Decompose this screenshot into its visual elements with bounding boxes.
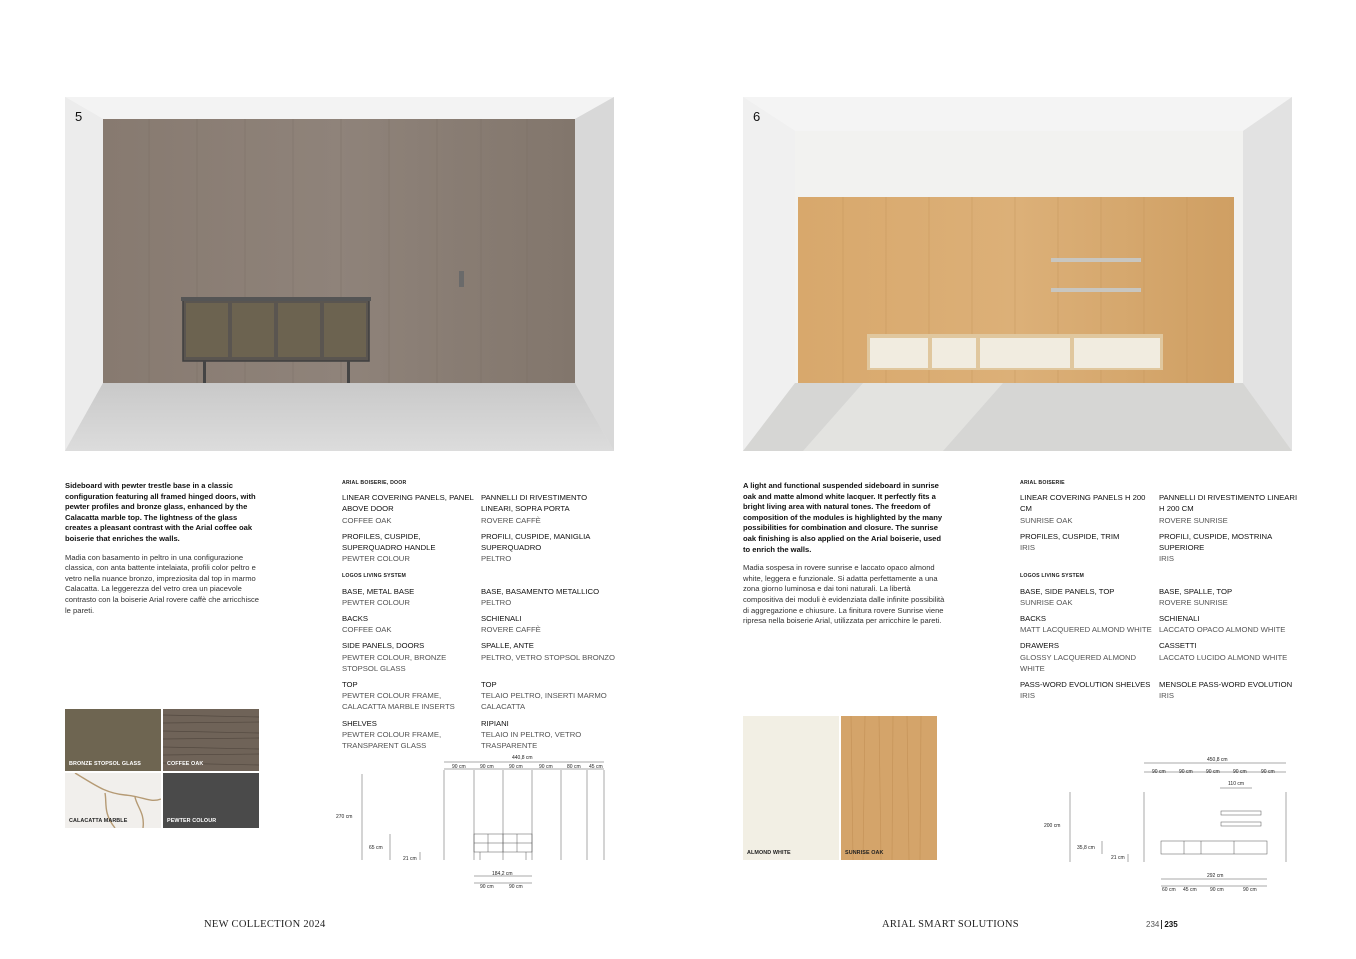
dim-sideboard-module: 45 cm [1183, 887, 1197, 893]
dim-height: 200 cm [1044, 823, 1061, 829]
page-numbers [1146, 920, 1178, 929]
spec-value: PELTRO [481, 554, 512, 564]
dim-sideboard-module: 90 cm [509, 884, 523, 890]
dim-total-width: 440,8 cm [512, 755, 533, 761]
dim-sideboard-module: 90 cm [1210, 887, 1224, 893]
spec-label: PROFILES, CUSPIDE, SUPERQUADRO HANDLE [342, 531, 436, 553]
dim-sideboard-module: 90 cm [480, 884, 494, 890]
dim-total-width: 450,8 cm [1207, 757, 1228, 763]
swatch-pewter [163, 773, 259, 828]
dim-sideboard-width: 292 cm [1207, 873, 1224, 879]
spec-label: LINEAR COVERING PANELS, PANEL ABOVE DOOR [342, 493, 474, 514]
description-en: Sideboard with pewter trestle base in a classic configuration featuring all framed hinged doors, with pewter profiles and bronze glass, enhanced by the Calacatta marble top. The lightness of the glass creates a pleasant contrast with the Arial coffee oak boiserie that enriches the walls. [65, 481, 256, 543]
dim-module: 80 cm [567, 764, 581, 770]
left-room-render [65, 97, 614, 451]
right-dimension-drawing [1040, 754, 1300, 898]
dim-shelf-width: 110 cm [1228, 781, 1245, 787]
spec-value: ROVERE CAFFÈ [481, 625, 541, 635]
spec-section-title: LOGOS LIVING SYSTEM [342, 573, 407, 580]
dim-module: 45 cm [589, 764, 603, 770]
spec-label: BACKS [1020, 614, 1047, 624]
swatch-label: COFFEE OAK [167, 761, 204, 767]
spec-label: BASE, SIDE PANELS, TOP [1020, 586, 1115, 596]
spec-value: PEWTER COLOUR, BRONZE STOPSOL GLASS [342, 652, 447, 673]
spec-label: MENSOLE PASS-WORD EVOLUTION [1159, 680, 1293, 690]
spec-label: PROFILI, CUSPIDE, MANIGLIA SUPERQUADRO [481, 531, 590, 553]
right-description [743, 481, 948, 627]
spec-value: PEWTER COLOUR [342, 554, 410, 564]
spec-value: IRIS [1159, 691, 1174, 701]
right-footer-title: ARIAL SMART SOLUTIONS [882, 919, 1019, 930]
swatch-bronze-glass [65, 709, 161, 771]
spec-section-title: ARIAL BOISERIE, DOOR [342, 480, 407, 486]
spec-label: RIPIANI [481, 718, 509, 728]
dim-module: 90 cm [1206, 769, 1220, 775]
spec-label: PROFILES, CUSPIDE, TRIM [1020, 531, 1120, 541]
swatch-sunrise-oak [841, 716, 937, 860]
dim-module: 90 cm [1152, 769, 1166, 775]
image-number: 5 [75, 109, 83, 124]
spec-value: PEWTER COLOUR FRAME, TRANSPARENT GLASS [342, 729, 442, 751]
spec-label: BASE, SPALLE, TOP [1159, 586, 1233, 596]
spec-value: SUNRISE OAK [1020, 597, 1073, 607]
spec-value: TELAIO PELTRO, INSERTI MARMO CALACATTA [481, 691, 607, 712]
spec-value: LACCATO LUCIDO ALMOND WHITE [1159, 652, 1288, 662]
dim-module: 90 cm [452, 764, 466, 770]
spec-value: SUNRISE OAK [1020, 515, 1073, 525]
dim-base-height: 21 cm [1111, 855, 1125, 861]
right-room-render [743, 97, 1292, 451]
dim-sideboard-height: 65 cm [369, 845, 383, 851]
spec-value: ROVERE SUNRISE [1159, 597, 1228, 607]
spec-value: PEWTER COLOUR [342, 597, 410, 607]
dim-sideboard-module: 60 cm [1162, 887, 1176, 893]
spec-label: SHELVES [342, 718, 377, 728]
spec-label: PROFILI, CUSPIDE, MOSTRINA SUPERIORE [1159, 531, 1272, 553]
page-number-right: 235 [1164, 920, 1178, 929]
spec-label: SCHIENALI [481, 614, 522, 624]
page-number-divider [1161, 920, 1162, 929]
dim-module: 90 cm [1261, 769, 1275, 775]
swatch-label: ALMOND WHITE [747, 850, 791, 856]
spec-value: GLOSSY LACQUERED ALMOND WHITE [1020, 652, 1137, 673]
dim-module: 90 cm [539, 764, 553, 770]
spec-label: PANNELLI DI RIVESTIMENTO LINEARI H 200 CM [1159, 493, 1298, 514]
dim-sideboard-module: 90 cm [1243, 887, 1257, 893]
spec-label: SCHIENALI [1159, 614, 1200, 624]
page-number-left: 234 [1146, 920, 1160, 929]
spec-value: LACCATO OPACO ALMOND WHITE [1159, 625, 1286, 635]
spec-value: IRIS [1020, 543, 1035, 553]
swatch-almond-white [743, 716, 839, 860]
swatch-label: CALACATTA MARBLE [69, 818, 128, 824]
spec-section-title: ARIAL BOISERIE [1020, 480, 1065, 486]
spec-value: COFFEE OAK [342, 515, 392, 525]
swatch-label: BRONZE STOPSOL GLASS [69, 761, 141, 767]
dim-module: 90 cm [1179, 769, 1193, 775]
spec-value: ROVERE SUNRISE [1159, 515, 1228, 525]
right-finish-swatches [743, 716, 937, 860]
swatch-label: SUNRISE OAK [845, 850, 884, 856]
left-footer-title: NEW COLLECTION 2024 [204, 919, 326, 930]
spec-label: BASE, METAL BASE [342, 586, 415, 596]
spec-value: MATT LACQUERED ALMOND WHITE [1020, 625, 1152, 635]
image-number: 6 [753, 109, 761, 124]
left-finish-swatches [65, 709, 259, 828]
spec-label: PASS-WORD EVOLUTION SHELVES [1020, 680, 1151, 690]
spec-value: PEWTER COLOUR FRAME, CALACATTA MARBLE INSERTS [342, 691, 455, 712]
left-spec-list [342, 476, 620, 756]
left-description [65, 481, 263, 616]
spec-label: SPALLE, ANTE [481, 641, 534, 651]
dim-height: 270 cm [336, 814, 353, 820]
dim-module: 90 cm [1233, 769, 1247, 775]
swatch-calacatta-marble [65, 773, 161, 828]
spec-label: TOP [342, 680, 358, 690]
swatch-coffee-oak [163, 709, 259, 771]
spec-label: DRAWERS [1020, 641, 1060, 651]
spec-label: PANNELLI DI RIVESTIMENTO LINEARI, SOPRA PORTA [481, 493, 588, 514]
spec-value: TELAIO IN PELTRO, VETRO TRASPARENTE [481, 729, 582, 751]
spec-value: PELTRO [481, 597, 512, 607]
spec-label: BASE, BASAMENTO METALLICO [481, 586, 600, 596]
spec-label: SIDE PANELS, DOORS [342, 641, 425, 651]
dim-sideboard-width: 184,2 cm [492, 871, 513, 877]
dim-base-height: 21 cm [403, 856, 417, 862]
spec-label: BACKS [342, 614, 369, 624]
spec-value: IRIS [1020, 691, 1035, 701]
dim-module: 90 cm [480, 764, 494, 770]
spec-value: PELTRO, VETRO STOPSOL BRONZO [481, 652, 615, 662]
spec-label: CASSETTI [1159, 641, 1197, 651]
description-en: A light and functional suspended sideboard in sunrise oak and matte almond white lacquer. It perfectly fits a bright living area with natural tones. The freedom of composition of the modules is highlighted by the many possibilities for combination and closure. The sunrise oak finishing is also applied on the Arial boiserie, used to enrich the walls. [743, 481, 943, 554]
right-spec-list [1020, 476, 1298, 706]
spec-label: LINEAR COVERING PANELS H 200 CM [1020, 493, 1146, 514]
swatch-label: PEWTER COLOUR [167, 818, 217, 824]
spec-section-title: LOGOS LIVING SYSTEM [1020, 573, 1085, 580]
spec-value: COFFEE OAK [342, 625, 392, 635]
dim-module: 90 cm [509, 764, 523, 770]
spec-label: TOP [481, 680, 497, 690]
description-it: Madia con basamento in peltro in una configurazione classica, con anta battente intelaiata, profili color peltro e vetro nella nuance bronzo, impreziosita dal top in marmo Calacatta. La leggerezza del vetro crea un piacevole contrasto con la boiserie Arial rovere caffè che arricchisce le pareti. [65, 552, 260, 615]
spec-value: ROVERE CAFFÈ [481, 515, 541, 525]
dim-sideboard-height: 35,8 cm [1077, 845, 1095, 851]
left-dimension-drawing [332, 752, 612, 892]
spec-value: IRIS [1159, 554, 1174, 564]
description-it: Madia sospesa in rovere sunrise e laccato opaco almond white, leggera e funzionale. Si adatta perfettamente a una zona giorno luminosa e dai toni naturali. La libertà compositiva dei moduli è evidenziata dalle infinite possibilità di aggregazione e chiusure. La finitura rovere Sunrise viene ripresa nella boiserie Arial, utilizzata per arricchire le pareti. [743, 563, 945, 626]
